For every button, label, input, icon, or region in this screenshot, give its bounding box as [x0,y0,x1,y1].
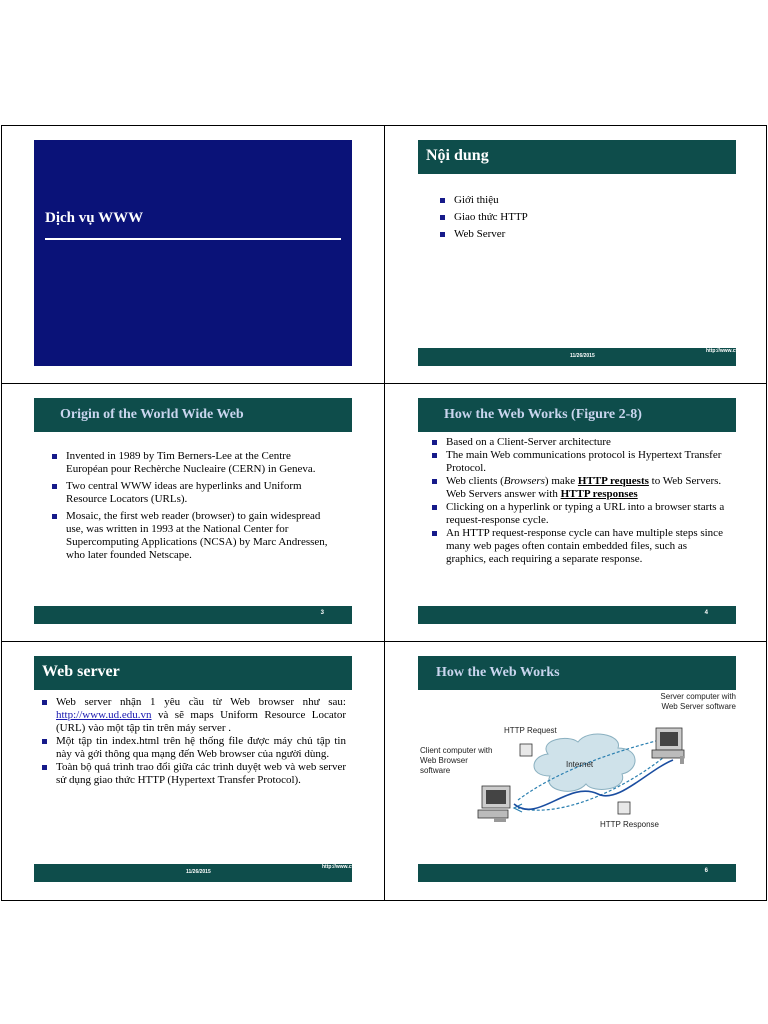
slide-3-titlebar [34,398,352,432]
slide-4-bullets [432,436,728,566]
footer-url: http://www.ctt.edu.vn [706,348,757,354]
http-response-label: HTTP Response [600,820,659,829]
bullet-square-icon [42,700,47,705]
bullet-square-icon [432,453,437,458]
bullet-square-icon [52,514,57,519]
slide-5 [34,656,373,882]
list-item: Two central WWW ideas are hyperlinks and Uniform Resource Locators (URLs). [52,480,332,506]
list-item: Web server nhận 1 yêu cầu từ Web browser như sau: http://www.ud.edu.vn và sẽ maps Uniform Resource Locator (URL) vào một tập tin trên máy server . [42,696,346,735]
bullet-square-icon [42,739,47,744]
title-underline [45,238,341,240]
http-request-label: HTTP Request [504,726,557,735]
footer-date: 11/26/2015 [570,353,595,359]
slide-6-footer [418,864,736,882]
list-item: Web clients (Browsers) make HTTP requests to Web Servers. Web Servers answer with HTTP responses [432,475,728,501]
bullet-square-icon [440,198,445,203]
slide-3-title: Origin of the World Wide Web [60,407,244,422]
server-url-link[interactable]: http://www.ud.edu.vn [56,709,152,721]
bullet-square-icon [432,505,437,510]
slide-2-title: Nội dung [426,147,489,164]
page-number: 6 [704,868,708,874]
request-packet-icon [520,744,532,756]
bullet-square-icon [440,215,445,220]
slide-1 [34,140,352,366]
slide-6-cell [385,642,768,900]
slide-4-titlebar [418,398,736,432]
list-item: An HTTP request-response cycle can have multiple steps since many web pages often contain embedded files, such as graphics, each requiring a separate response. [432,527,728,566]
bullet-square-icon [52,454,57,459]
list-item: Invented in 1989 by Tim Berners-Lee at the Centre Européan pour Rechèrche Nucleaire (CERN) in Geneva. [52,450,332,476]
slide-4 [418,398,736,624]
client-computer-icon [478,786,510,822]
list-item: Clicking on a hyperlink or typing a URL into a browser starts a request-response cycle. [432,501,728,527]
bullet-square-icon [440,232,445,237]
slide-2-cell [385,126,768,384]
list-item: The main Web communications protocol is Hypertext Transfer Protocol. [432,449,728,475]
bullet-square-icon [52,484,57,489]
client-server-diagram [418,690,736,864]
slide-2-bullets [440,194,720,245]
slide-4-footer [418,606,736,624]
slide-1-cell [1,126,384,384]
internet-label: Internet [566,760,594,769]
list-item: Giới thiệu [440,194,720,207]
slide-5-bullets [42,696,346,787]
slide-4-title: How the Web Works (Figure 2-8) [444,407,642,422]
diagram-graphic [418,690,736,864]
slide-6 [418,656,736,882]
slide-2-footer [418,348,757,366]
bullet-square-icon [432,479,437,484]
page-number: 3 [320,610,324,616]
list-item: Một tập tin index.html trên hệ thống file được máy chủ tập tin này và gởi thông qua mạng đến Web browser của người dùng. [42,735,346,761]
slide-3 [34,398,352,624]
list-item: Based on a Client-Server architecture [432,436,728,449]
slide-1-title: Dịch vụ WWW [45,210,144,226]
response-packet-icon [618,802,630,814]
slide-5-title: Web server [42,663,120,680]
slide-3-cell [1,384,384,642]
slide-5-footer [34,864,373,882]
slide-3-footer [34,606,352,624]
footer-url: http://www.ctt.edu.vn [322,864,373,870]
bullet-square-icon [42,765,47,770]
page-number: 4 [704,610,708,616]
list-item: Web Server [440,228,720,241]
client-label: Client computer with Web Browser software [420,746,493,775]
slide-6-titlebar [418,656,736,690]
slide-5-titlebar [34,656,352,690]
footer-date: 11/26/2015 [186,869,211,875]
server-computer-icon [652,728,684,764]
list-item: Toàn bộ quá trình trao đổi giữa các trình duyệt web và web server sử dụng giao thức HTTP (Hypertext Transfer Protocol). [42,761,346,787]
server-label: Server computer with Web Server software [660,692,736,711]
list-item: Mosaic, the first web reader (browser) to gain widespread use, was written in 1993 at the National Center for Supercomputing Applications (NCSA) by Marc Andressen, who later founded Netscape. [52,510,332,562]
slide-6-title: How the Web Works [436,665,560,680]
slide-3-bullets [52,450,332,566]
slide-2-titlebar [418,140,736,174]
list-item: Giao thức HTTP [440,211,720,224]
bullet-square-icon [432,531,437,536]
slide-2 [418,140,757,366]
slide-5-cell [1,642,384,900]
slide-4-cell [385,384,768,642]
bullet-square-icon [432,440,437,445]
